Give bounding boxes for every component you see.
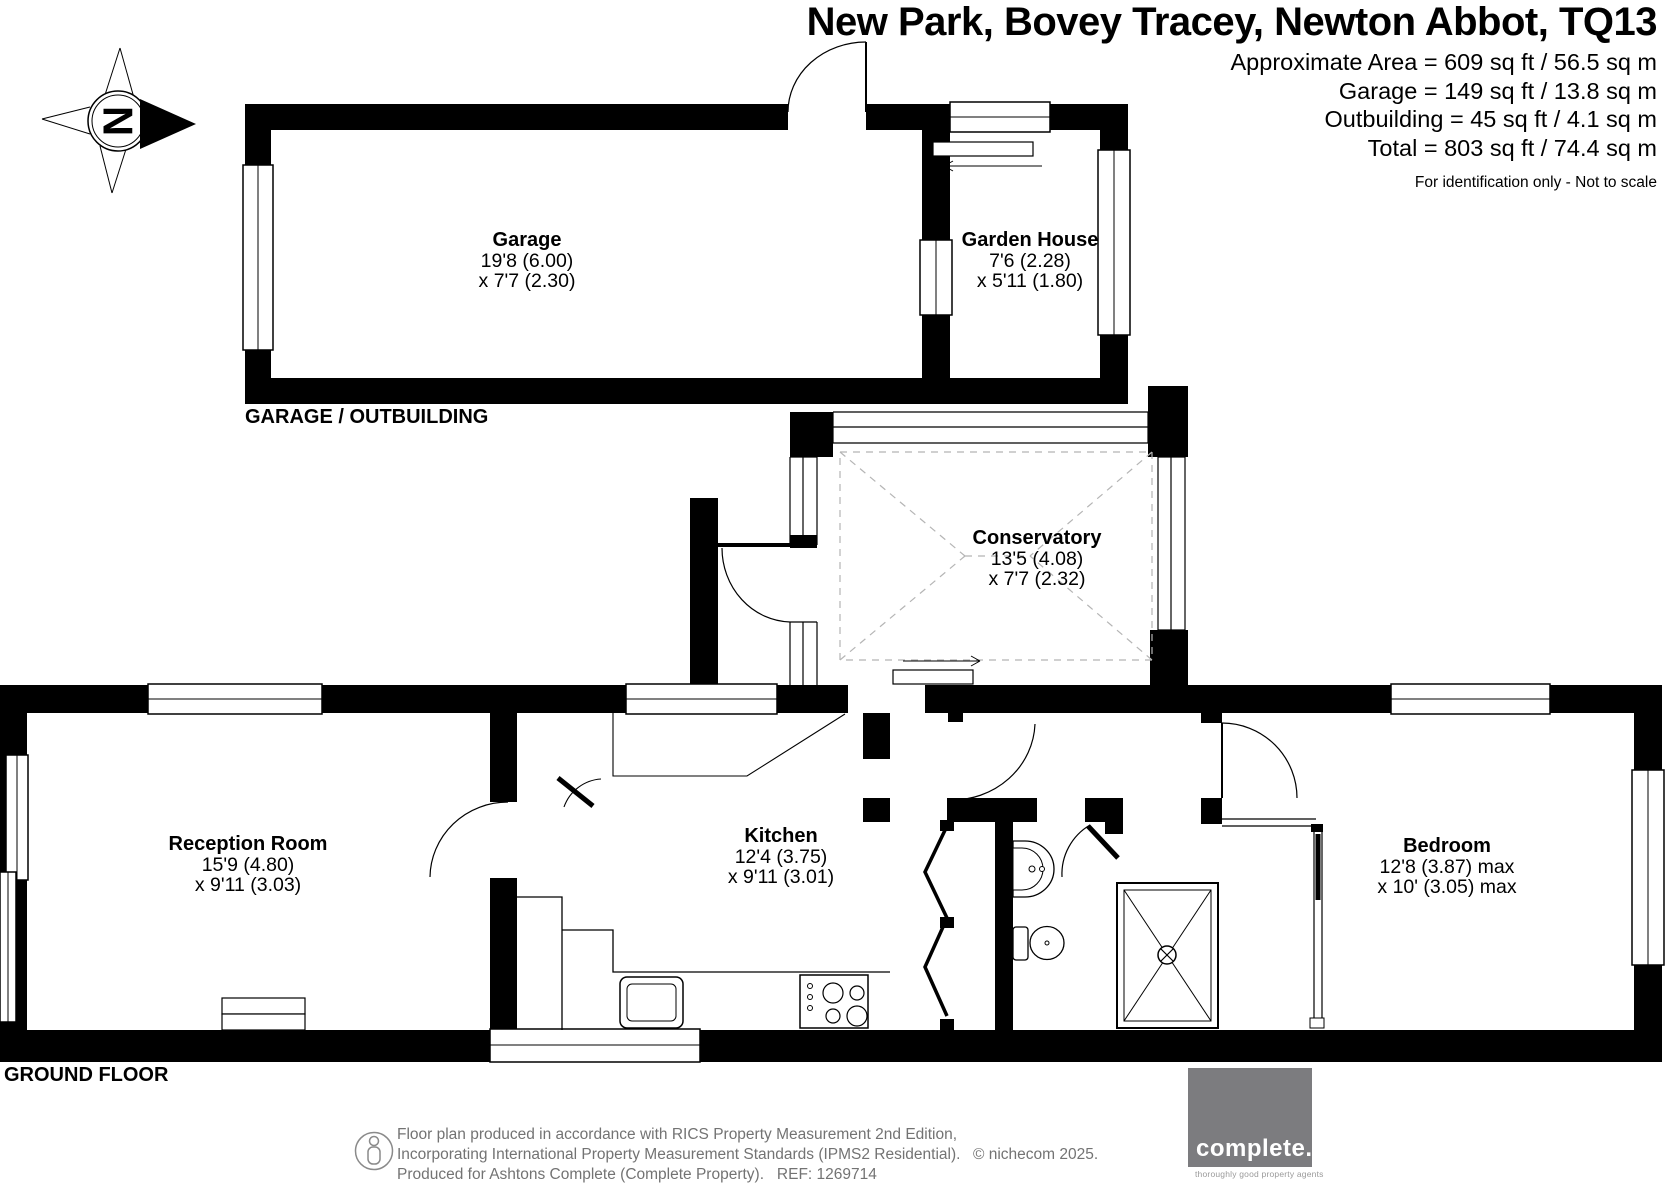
page-title: New Park, Bovey Tracey, Newton Abbot, TQ13: [806, 0, 1657, 44]
conservatory-dim-1: 13'5 (4.08): [990, 547, 1084, 570]
garage-name: Garage: [492, 229, 562, 251]
garage-window: [243, 165, 273, 350]
area-total: Total = 803 sq ft / 74.4 sq m: [1367, 134, 1657, 161]
garage-dim-2: x 7'7 (2.30): [478, 270, 576, 292]
reception-name: Reception Room: [168, 833, 328, 855]
reception-left-window-upper: [6, 755, 28, 880]
bedroom-name: Bedroom: [1403, 835, 1491, 857]
bedroom-dim-2: x 10' (3.05) max: [1377, 876, 1517, 898]
toilet: [1013, 927, 1064, 961]
reception-dim-2: x 9'11 (3.03): [194, 874, 302, 896]
garage-door: [788, 42, 866, 112]
garden-house-name: Garden House: [961, 229, 1099, 251]
footer-disclaimer-3: Produced for Ashtons Complete (Complete Property). REF: 1269714: [397, 1166, 877, 1183]
reception-hearth: [222, 998, 305, 1030]
kitchen-name: Kitchen: [744, 825, 818, 847]
bedroom-door: [1222, 723, 1297, 798]
room-label-reception: [169, 834, 328, 896]
garage-outbuilding-label: GARAGE / OUTBUILDING: [245, 406, 489, 428]
garden-house-left-window: [920, 240, 952, 315]
room-label-conservatory: [973, 528, 1102, 590]
garden-house-dim-2: x 5'11 (1.80): [976, 270, 1084, 292]
cupboard-bifold-doors: [925, 820, 954, 1030]
lobby-structure: [690, 498, 790, 688]
garden-house-top-window: [950, 102, 1050, 132]
conservatory-dim-2: x 7'7 (2.32): [988, 568, 1086, 590]
complete-logo: [1188, 1068, 1312, 1167]
bedroom-wardrobe: [1222, 819, 1324, 1028]
area-garage: Garage = 149 sq ft / 13.8 sq m: [1338, 77, 1657, 104]
room-label-bedroom: [1377, 836, 1516, 898]
hall-door: [950, 724, 1035, 800]
ground-floor-label: GROUND FLOOR: [4, 1064, 169, 1086]
reception-top-window: [148, 684, 322, 714]
reception-door: [430, 802, 508, 877]
footer-disclaimer-1: Floor plan produced in accordance with RICS Property Measurement 2nd Edition,: [397, 1126, 958, 1143]
area-summary: [1231, 48, 1658, 192]
kitchen-sink: [620, 977, 683, 1028]
complete-logo-text: complete.: [1196, 1135, 1313, 1162]
kitchen-dim-1: 12'4 (3.75): [734, 845, 828, 868]
garage-outbuilding-structure: [243, 42, 1130, 404]
footer-disclaimer-2: Incorporating International Property Measurement Standards (IPMS2 Residential).: [397, 1146, 961, 1163]
bedroom-dim-1: 12'8 (3.87) max: [1379, 855, 1515, 878]
garage-dim-1: 19'8 (6.00): [480, 249, 574, 272]
bedroom-right-window: [1632, 770, 1664, 965]
person-icon: [356, 1133, 393, 1170]
area-disclaimer: For identification only - Not to scale: [1414, 174, 1657, 191]
area-approximate: Approximate Area = 609 sq ft / 56.5 sq m: [1230, 49, 1657, 75]
conservatory-name: Conservatory: [972, 527, 1102, 549]
complete-logo-tagline: thoroughly good property agents: [1195, 1169, 1324, 1179]
bottom-wall-window: [490, 1029, 700, 1062]
bathroom-sink: [1013, 841, 1054, 897]
footer-copyright: © nichecom 2025.: [973, 1146, 1099, 1163]
room-label-garage: [479, 230, 576, 292]
compass-rose-icon: [42, 48, 196, 193]
bedroom-top-window: [1391, 684, 1550, 714]
room-label-kitchen: [728, 826, 834, 888]
area-outbuilding: Outbuilding = 45 sq ft / 4.1 sq m: [1324, 106, 1657, 132]
reception-dim-1: 15'9 (4.80): [201, 853, 295, 876]
compass-north-letter: N: [94, 105, 142, 137]
shower-tray: [1117, 883, 1218, 1028]
lobby-door: [718, 545, 790, 622]
kitchen-top-window: [626, 684, 777, 714]
garden-house-dim-1: 7'6 (2.28): [989, 249, 1071, 272]
garden-house-right-window: [1098, 150, 1130, 335]
kitchen-door: [558, 778, 601, 807]
kitchen-hob: [800, 975, 868, 1028]
kitchen-dim-2: x 9'11 (3.01): [727, 866, 835, 888]
reception-left-window-lower: [0, 872, 16, 1022]
room-label-garden-house: [962, 230, 1099, 292]
